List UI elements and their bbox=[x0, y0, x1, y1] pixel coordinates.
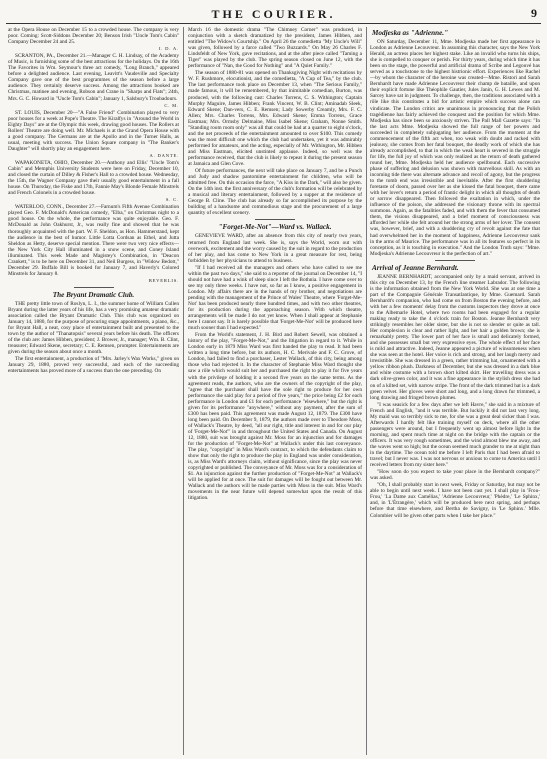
correspondent-signature: A. DANTE. bbox=[149, 152, 179, 158]
article-paragraph: ST. LOUIS, December 20—"A False Friend" Combination played to very poor houses for a week at Pope's Theatre. The Kiralfys in "Around the World in Eighty Days" are at the Olympic this week, drawing good houses. The Rollers at Rollers' Theatre are doing well. Mr. Michaels is at the Grand Opera House with a good company. The Germans are at the Apollo and in the Turner Halls, as usual, meeting with success. The Union Square company in "The Banker's Daughter" will shortly play an engagement here. bbox=[8, 109, 179, 152]
masthead-title: THE COURIER. bbox=[211, 7, 336, 21]
article-paragraph: WATERLOO, CONN., December 27.—Farnum's Fifth Avenue Combination played Geo. F. McDonald's American comedy, "Elba," on Christmas night to a good house. On the whole, the performance was quite enjoyable. Geo. F. McDonald as John Oakhurst, Jr., was really fine and showed that he was thoroughly acquainted with the part. W. F. Sheldon, as Hon. Hammerstand, kept the audience in the best of humor. Little Lotta Cordsan as Ethel, and Jutta Sheldon as Hetty, deserve special mention. There were two very nice effects—the New York City Hall illuminated in a snow scene, and Coney Island illuminated. This week Made and Magistey's Combination, in "Deacon Crankett," is to be here on December 31, and Neil Burgess, in "Widow Bedott," December 29. Buffalo Bill is booked for January 7, and Haverly's Colored Minstrels for January 8. bbox=[8, 204, 179, 277]
article-headline: "Forget-Me-Not"—Ward vs. Wallack. bbox=[218, 223, 332, 232]
article-paragraph: GENEVIEVE WARD, after an absence from this city of nearly two years, returned from England last week. She is, says the World, worn out with overwork, excitement and the worry caused by the suit in regard to the production of her play, and has come to New York in a great measure for rest, being forbidden by her physicians to attend to business. bbox=[188, 233, 362, 264]
article-headline: Arrival of Jeanne Bernhardt. bbox=[372, 263, 459, 272]
correspondent-signature: S. C. bbox=[165, 197, 179, 203]
article-paragraph: ON Saturday, December 11, Mme. Modjeska made her first appearance in London as Adrienne Lecouvreur. In assuming this character, says the New York Herald, an actress places her highest stake. Like an invalid who turns his ships, she is compelled to conquer or perish. For thirty years, during which time it has been on the stage, the powerful and artificial drama of Scribe and Legouvé has served as a touchstone to the highest histrionic effort. Experiences like Rachel—by whom the character of the heroine was created—Mme. Ristori and Sarah Bernhardt have made Adrienne Lecouvreur their champ de bataille, and upon their explicit fortune like Théophile Gautier, Jules Janin, G. H. Lewes and M. Sarcey have sat in judgment. To challenge, then, the traditions associated with a rôle like this constitutes a bid for artistic empire which success alone can vindicate. The London critics are unanimous in pronouncing that the Polish tragédienne has fairly achieved the conquest and the position for which Mme. Modjeska has since been so anxiously striven. The Pall Mall Gazette says: "In the last acts Mme. Modjeska showed the full range of her powers and succeeded in completely subjugating her audience. From the moment at the commencement of the fifth act when, too weak with doubt and racked with jealousy, she comes from her fatal bouquet, the deadly work of which she has already accomplished, to that in which the weak heart is severed in the struggle for life, the full joy of which was only realized as the return of death gathered round her, Mme. Modjeska held her audience spellbound. Each successive phase of suffering and delusion was shown with marvellous skill. As with an incoming tide there was alternate advance and recoil of agony, but the progress to the tomb end was irresistible and inevitable. After the first shuddering foretaste of doom, passed over her as she kissed the fatal bouquet, there came with her lover's return a period of frantic delight in which all thoughts of death or sorrow disappeared. Then followed the exaltation in which, under the influence of the poison, she addressed the visionary throne with its spectral summons. Again, as the fatalities faded, and with them the fever that consumed them, the visions disappeared, and a brief moment of consciousness was afforded her while she felt around her the strong arms of her lover. The consent was, however, brief, and with a shuddering cry of revolt against the fate that had overwhelmed her in the moment of happiness, Adrienne Lecouvreur sank in the arms of Maurice. The performance was in all its features so perfect in its conception, as it is touching in execution." And the London Truth says: "Mme. Modjeska's Adrienne Lecouvreur is the perfection of art." bbox=[370, 39, 540, 257]
article-paragraph: March 16 the domestic drama "The Chimney Corner" was produced, in conjunction with a sketch dramatized by the president, James Hibben, and entitled "The Widow's Courtship." On April 26 the comedietta "My Uncle's Will" was given, followed by a farce called "Two Buzzards." On May 26 Charles F. Lindsfeldt of New York, gave recitations, and at the after piece called "Taming a Tiger" was played by the club. The spring season closed on June 12, with the performance of "Nan, the Good for Nothing" and "A Quiet Family." bbox=[188, 27, 362, 70]
section-divider bbox=[74, 287, 114, 288]
section-divider bbox=[435, 260, 475, 261]
article-paragraph: "Oh, I shall probably start in next week, Friday or Saturday, but may not be able to begin until next week. I have not been cast yet. I shall play in 'Frou-Frou,' 'La Dame aux Camélias,' 'Adrienne Lecouvreur,' 'Phèdre,' 'Le Sphinx,' and, in 'L'Étrangère,' which will be produced here next spring, and perhaps before that time elsewhere, and Bertha de Savigny, in 'Le Sphinx.' Mlle. Colombier will be given other parts when I take her place." bbox=[370, 482, 540, 519]
article-paragraph: THE pretty little town of Roslyn, L. I., the summer home of William Cullen Bryant during the latter years of his life, has a very promising amateur dramatic association called the Bryant Dramatic Club. This club was organized on January 14, 1880, for the purpose of procuring stage appointments, a piano, &c., for Bryant Hall, a neat, cosy place of entertainment built and presented to the town by the author of "Thanatopsis" several years before his death. The officers of the club are: James Hibben, president; J. Brower, Jr., manager; Wm. B. Clint, treasurer; Edward Skene, secretary; C. E. Remsen, prompter. Entertainments are given during the season about once a month. bbox=[8, 300, 179, 356]
article-headline: Modjeska as "Adrienne." bbox=[372, 29, 449, 37]
column-1 bbox=[8, 27, 179, 755]
correspondent-signature: I. D. A. bbox=[158, 46, 179, 52]
article-paragraph: "How soon do you expect to take your place in the Bernhardt company?" was asked. bbox=[370, 469, 540, 482]
page-number: 9 bbox=[531, 6, 537, 20]
article-paragraph: The season of 1880-81 was opened on Thanksgiving Night with recitations by W. F. Rushmore, elocutionist, and the comedietta, "A Cup of Tea," by the club. The last performance took place on December 13, when "The Serious Family," made famous, it will be remembered, by that inimitable comedian, Burton, was produced, with the following cast: Charles Torrens, C. S. Withington; Captain Murphy Maguire, James Hibben; Frank Vincent, W. B. Clint; Aminadab Sleek, Edward Skene; Dan-vers, C. E. Remsen; Lady Sowerby Creamly, Mrs. F. C. Allen; Mrs. Charles Torrens, Mrs. Edward Skene; Emma Torrens, Grace Eastman; Mrs. Ormsby Delmaine, Miss Isabel Skene; Graham, Nonne Smith. "Standing room room only" was all that could be had at a quarter to eight o'clock, and the net proceeds of the entertainment amounted to over $100. This comedy was the most difficult one which the club had undertaken, yet it was admirably performed for amateurs, and the acting, especially of Mr. Withington, Mr. Hibben and Miss Eastman, elicited unstinted applause. Indeed, so well was the performance received, that the club is likely to repeat it during the present season at Jamaica and Glen Cove. bbox=[188, 70, 362, 168]
article-paragraph: WAPAKONETA, OHIO, December 20.—Anthony and Ellis' "Uncle Tom's Cabin" and Memphis University Students were here on Friday, December 10, and closed the curtain of Dilley & Fisher's Hall to a crowded house. Wednesday, the 15th, the Wagner Company gave their usually good entertainment in a fall house. On Thursday, the Fiske and 17th, Fannie May's Blonde Female Minstrels and French Colonels in a crowded house. bbox=[8, 159, 179, 197]
column-3 bbox=[370, 27, 540, 755]
column-divider bbox=[366, 27, 367, 755]
page-header bbox=[8, 8, 539, 22]
column-2 bbox=[188, 27, 362, 755]
article-paragraph: From the World's statement, J. H. Bird and Robert Sewell, was obtained a history of the play, "Forget-Me-Not," and the litigation in regard to it. While in London early in 1879 Miss Ward was first handed the play to read. It had been written a long time before, but its authors, H. C. Merivale and F. C. Grove, of London, had failed to find a purchaser, Lester Wallack, of this city, being among those who had rejected it. In the character of Stephanie Miss Ward thought she saw a rôle which would suit her and purchased the right to play it for five years with the privilege of holding it a second five years on the same terms. As the agreement reads, the authors, who are the owners of the copyright of the play, "agree that the purchaser shall have the sole right to produce for her own performance the said play for a period of five years," the price being £2 for each performance in London and £1 for each performance "elsewhere," but the right is given for its performance "anywhere," without any payment, after the sum of £300 has been paid. This agreement was made August 12, 1879. The £300 have long been paid. On December 9, 1879, the authors made over to Theodore Moss, of Wallack's Theatre, by deed, "all our right, title and interest in and for our play of 'Forget-Me-Not'" in and throughout the United States and Canada. On August 12, 1880, suit was brought against Mr. Moss for an injunction and for damages for the production of "Forget-Me-Not" at Wallack's under this last conveyance. The play, "copyright" in Miss Ward's contract, to which the defendants claim to show that only the right to produce the play in England was under consideration, is, as Miss Ward's attorneys claim, without significance, since the play was never copyrighted or published. The conveyance of Mr. Moss was for a consideration of $1. An injunction against the further production of "Forget-Me-Not" at Wallack's will be applied for at once. The suit for damages will be fought out between Mr. Wallack and the authors will be made parties with Moss in the suit. Miss Ward's movements in the near future will depend somewhat upon the result of this litigation. bbox=[188, 332, 362, 502]
header-rule bbox=[6, 23, 541, 24]
article-paragraph: "I was seasick for a few days after we left Havre," she said in a mixture of French and English, "and it was terrible. But luckily it did not last very long. My maid was so terribly sick to me, for she was a great deal sicker than I was. Afterwards I hardly felt like training myself on deck, where all the other passengers were around, but I frequently went up almost before light in the morning, and spent much time at night on the bridge with the captain or the officers. It was very rough sometimes, and the wind almost blew me away, and the waves went so high; but the ocean seemed much grander to me at night than in the daytime. The ocean told me before I left Paris that I had been afraid to travel; but I never was. I was not nervous or anxious to come to America until I received letters from my sister here." bbox=[370, 401, 540, 469]
section-divider bbox=[255, 219, 295, 220]
article-paragraph: The first entertainment, a production of "Mrs. Jarley's Wax Works," given on January 29, 1880, proved very successful, and each of the succeeding entertainments has proved more of a success than the one preceding. On bbox=[8, 356, 179, 375]
correspondent-signature: C. M. bbox=[164, 102, 179, 108]
article-paragraph: at the Opera House on December 15 to a crowded house. The company is very poor. Coming: Scott-Siddons December 20; Benson Irish "Uncle Tom's Cabin" Company December 24 and 25. bbox=[8, 27, 179, 46]
article-paragraph: JEANNE BERNHARDT, accompanied only by a maid servant, arrived in this city on December 13, by the French line steamer Labrador. The following is the information obtained from the New York World. She was at one time a part of the Compagnie Générale Transatlantique, by Mme. Guemard. Sarah Bernhardt's companion, who had come on from Boston the evening before, and with her a few moments' delay from the customs inspectors they drove at once to the Albemarle Hotel, where two rooms had been engaged for a regular making ready to take the 4 o'clock train for Boston. Jeanne Bernhardt very strikingly resembles her older sister, but she is not so slender or quite as tall. Her complexion is clear and rather light, and her hair a golden brown; she is remarkably pretty. The lower part of her face is small and delicately formed, and she possesses small but very expressive eyes. The whole effect of her face is mild and attractive. Indeed, Jeanne appeared a picture of winsomeness when she was seen at the hotel. Her voice is rich and strong, and her laugh merry and irresistible. She was dressed in a green, rather trimming hat, ornamented with a yellow ribbon plush. Darkness of December, but she was dressed in a dark blue and white costume with a brown short kilted skirt. Her travelling dress was a dark olive-green color, and it was a fine appearance in the stylish dress she had on of a kilted set, with narrow stripe. The front of the dark trimmed hat is a dark green velvet. Her gloves were short and long, and a long drawn fur trimmed, a long drawing and fringed brown plumes. bbox=[370, 273, 540, 401]
column-divider bbox=[183, 27, 184, 755]
article-paragraph: "If I had received all the managers and others who have called to see me within the past two days," she said to a reporter of the journal on December 14, "I should not have had a wink of sleep since I left the Bothnia. I have come over to see my only three weeks. I have not, so far as I know, a positive engagement in London. My affairs there are in the hands of my brother, and negotiations are pending with the management of the Prince of Wales' Theatre, where 'Forget-Me-Not' has been produced nearly three hundred times, and with two other theatres, for its production during the approaching season. With which theatre, arrangements will be made I do not yet know. When I shall appear at Stephanie here I cannot say. It is barely possible that 'Forget-Me-Not' will be produced here much sooner than I had expected." bbox=[188, 264, 362, 332]
article-paragraph: Of future performances, the next will take place on January 7, and be a Punch and Judy and shadow pantomime entertainment for children, who will be admitted free. On this occasion the farce, "A Kiss in the Dark," will also be given. On the 14th inst. the first anniversary of the club's formation will be celebrated by a musical and literary entertainment, followed by a supper at the residence of George B. Cline. The club has already so far accomplished its purpose by the building of a handsome and commodious stage and the procurement of a large quantity of excellent scenery. bbox=[188, 168, 362, 217]
article-paragraph: SCRANTON, PA., December 21.—Manager C. H. Lindsay, of the Academy of Music, is furnishing some of the best attractions for the holidays. On the 16th The Favorites in Wm. Seymour's three act comedy, "Long Branch," appeared before a delighted audience. Last evening, Leavitt's Vaudeville and Specialty Company gave one of the best programmes of the season before a large audience. They certainly deserve success. Among the attractions booked are Christmas, matinee and evening, Robson and Crane in "Sharps and Flats"; 24th, Mrs. G. C. Howard in "Uncle Tom's Cabin"; January 1, Salsbury's Troubadours. bbox=[8, 53, 179, 102]
correspondent-signature: BEVERLIS. bbox=[148, 277, 179, 283]
article-headline: The Bryant Dramatic Club. bbox=[52, 290, 135, 299]
